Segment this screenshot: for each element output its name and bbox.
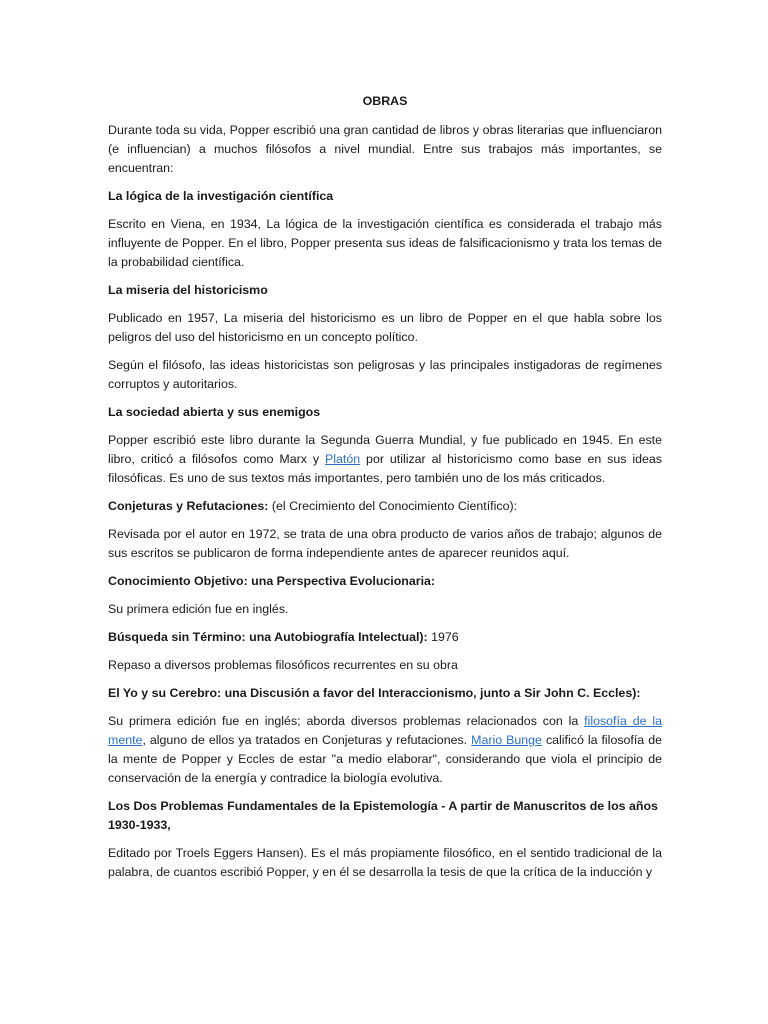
section-heading-logica: La lógica de la investigación científica [108, 189, 334, 203]
paragraph-text: por utilizar al historicismo como base en sus ideas filosóficas. Es uno de sus textos más importantes, pero también uno de los más criticados. [108, 452, 662, 485]
heading-bold-text: Conjeturas y Refutaciones: [108, 499, 269, 513]
paragraph-text: Su primera edición fue en inglés; aborda diversos problemas relacionados con la [108, 714, 585, 728]
section-heading-conjeturas [108, 497, 662, 516]
paragraph-text: Popper escribió este libro durante la Segunda Guerra Mundial, y fue publicado en 1945. En este libro, criticó a filósofos como Marx y [108, 433, 662, 466]
section-paragraph-busqueda: Repaso a diversos problemas filosóficos recurrentes en su obra [108, 658, 458, 672]
section-paragraph-sociedad [108, 431, 662, 488]
heading-rest-text: (el Crecimiento del Conocimiento Científico): [268, 499, 518, 513]
section-paragraph-miseria-1: Publicado en 1957, La miseria del historicismo es un libro de Popper en el que habla sobre los peligros del uso del historicismo en un concepto político. [108, 311, 662, 344]
section-paragraph-dos-problemas: Editado por Troels Eggers Hansen). Es el más propiamente filosófico, en el sentido tradicional de la palabra, de cuantos escribió Popper, y en él se desarrolla la tesis de que la crítica de la inducción y [108, 846, 662, 879]
section-heading-conocimiento: Conocimiento Objetivo: una Perspectiva Evolucionaria: [108, 574, 436, 588]
link-platon[interactable]: Platón [325, 452, 361, 466]
section-paragraph-logica: Escrito en Viena, en 1934, La lógica de la investigación científica es considerada el trabajo más influyente de Popper. En el libro, Popper presenta sus ideas de falsificacionismo y trata los temas de la probabilidad científica. [108, 217, 662, 269]
section-paragraph-conjeturas: Revisada por el autor en 1972, se trata de una obra producto de varios años de trabajo; algunos de sus escritos se publicaron de forma independiente antes de aparecer reunidos aquí. [108, 527, 662, 560]
paragraph-text: calificó la filosofía de la mente de Popper y Eccles de estar "a medio elaborar", considerando que viola el principio de conservación de la energía y contradice la biología evolutiva. [108, 733, 662, 785]
page-title: OBRAS [362, 94, 408, 108]
heading-rest-text: 1976 [427, 630, 459, 644]
paragraph-text: , alguno de ellos ya tratados en Conjeturas y refutaciones. [142, 733, 472, 747]
section-paragraph-yo-cerebro [108, 712, 662, 788]
intro-paragraph: Durante toda su vida, Popper escribió una gran cantidad de libros y obras literarias que influenciaron (e influencian) a muchos filósofos a nivel mundial. Entre sus trabajos más importantes, se encuentran: [108, 123, 662, 175]
section-heading-yo-cerebro: El Yo y su Cerebro: una Discusión a favor del Interaccionismo, junto a Sir John C. Eccles): [108, 686, 641, 700]
section-paragraph-conocimiento: Su primera edición fue en inglés. [108, 602, 289, 616]
link-mario-bunge[interactable]: Mario Bunge [471, 733, 542, 747]
section-heading-dos-problemas: Los Dos Problemas Fundamentales de la Epistemología - A partir de Manuscritos de los años 1930-1933, [108, 799, 658, 832]
section-paragraph-miseria-2: Según el filósofo, las ideas historicistas son peligrosas y las principales instigadoras de regímenes corruptos y autoritarios. [108, 358, 662, 391]
link-filosofia-mente[interactable]: filosofía de la mente [108, 714, 662, 747]
document-page [108, 92, 662, 891]
heading-bold-text: Búsqueda sin Término: una Autobiografía Intelectual): [108, 630, 428, 644]
section-heading-miseria: La miseria del historicismo [108, 283, 268, 297]
section-heading-busqueda [108, 628, 662, 647]
section-heading-sociedad: La sociedad abierta y sus enemigos [108, 405, 321, 419]
